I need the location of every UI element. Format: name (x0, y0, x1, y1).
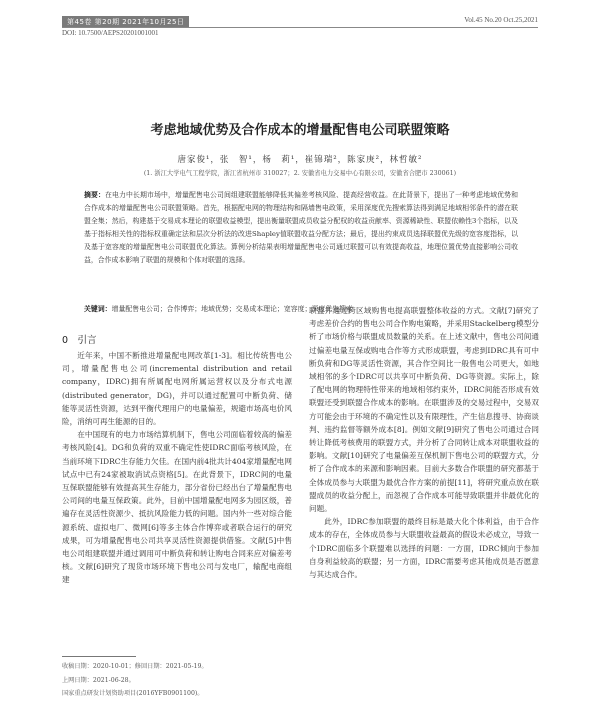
author-list: 唐家俊¹，张 智¹，杨 莉¹，崔锦瑞²，陈家庚²，林哲敏² (177, 155, 423, 165)
footnotes (62, 660, 208, 701)
journal-volume-info: Vol.45 No.20 Oct.25,2021 (464, 16, 538, 24)
footnote-divider (62, 656, 136, 657)
affiliation: (1. 浙江大学电气工程学院，浙江省杭州市 310027；2. 安徽省电力交易中心有限公司，安徽省合肥市 230061) (143, 170, 457, 177)
paper-title: 考虑地域优势及合作成本的增量配售电公司联盟策略 (150, 123, 450, 138)
intro-paragraph-3: 联盟并通过跨区域购售电提高联盟整体收益的方式。文献[7]研究了考虑差价合约的售电公司合作购电策略，并采用Stackelberg模型分析了市场价格与联盟成员数量的关系。在上述文献中，售电公司间通过偏差电量互保或购电合作等方式形成联盟，考虑到IDRC具有可中断负荷和DG等灵活性资源，其合作空间比一般售电公司更大，如地域相邻的多个IDRC可以共享可中断负荷、DG等资源。实际上，除了配电网的物理特性带来的地域相邻约束外，IDRC间能否形成有效联盟还受到联盟合作成本的影响。在联盟涉及的交易过程中，交易双方可能会由于环境的不确定性以及有限理性，产生信息搜寻、协商谈判、违约监督等额外成本[8]。例如文献[9]研究了售电公司通过合同转让降低考核费用的联盟方式，并分析了合同转让成本对联盟收益的影响。文献[10]研究了电量偏差互保机制下售电公司的联盟方式，分析了合作成本的来源和影响因素。目前大多数合作联盟的研究都基于全体成员参与大联盟为最优合作方案的前提[11]，将研究重点放在联盟成员的收益分配上，而忽视了合作成本可能导致联盟并非最优化的问题。 (309, 306, 539, 514)
journal-issue-badge: 第45卷 第20期 2021年10月25日 (62, 16, 189, 28)
section-heading-intro: 0 引言 (62, 335, 97, 346)
abstract-label: 摘要： (84, 191, 106, 199)
intro-paragraph-1: 近年来，中国不断推进增量配电网改革[1-3]。相比传统售电公司，增量配售电公司(incremental distribution and retail company，IDRC)拥有所属配电网所属运营权以及分布式电源(distributed generator，DG)，并可以通过配置可中断负荷、储能等灵活性资源，达到平衡代理用户的电量偏差，规避市场高电价风险，消纳可再生能源的目的。 (62, 351, 292, 427)
keywords-label: 关键词： (84, 305, 112, 313)
keywords-text: 增量配售电公司；合作博弈；地域优势；交易成本理论；宽容度；深度优先搜索 (111, 305, 353, 313)
header-divider (62, 27, 538, 28)
left-column (62, 349, 292, 587)
footnote-received: 收稿日期：2020-10-01；修回日期：2021-05-19。 (62, 663, 208, 670)
intro-paragraph-4: 此外，IDRC参加联盟的最终目标是最大化个体利益，由于合作成本的存在，全体成员参与大联盟收益最高的假设未必成立，导致一个IDRC面临多个联盟难以选择的问题：一方面，IDRC倾向于参加自身利益较高的联盟；另一方面，IDRC需要考虑其他成员是否愿意与其达成合作。 (309, 517, 539, 580)
intro-paragraph-2: 在中国现有的电力市场结算机制下，售电公司面临着较高的偏差考核风险[4]。DG和负荷的双重不确定性使IDRC面临考核风险，在当前环境下IDRC生存能力欠佳。在国内前4批共计404家增量配电网试点中已有24家被取消试点资格[5]。在此背景下，IDRC间的电量互保联盟能够有效提高其生存能力，部分省份已经出台了增量配售电公司间的电量互保政策。此外，目前中国增量配电网多为园区级，普遍存在灵活性资源少、抵抗风险能力低的问题。国内外一些对综合能源系统、虚拟电厂、微网[6]等多主体合作博弈或者联合运行的研究成果，可为增量配售电公司共享灵活性资源提供借鉴。文献[5]中售电公司组建联盟并通过调用可中断负荷和转让购电合同来应对偏差考核。文献[6]研究了现货市场环境下售电公司与发电厂，输配电商组建 (62, 430, 292, 585)
right-column (309, 304, 539, 581)
footnote-online: 上网日期：2021-06-28。 (62, 676, 135, 684)
abstract-text: 在电力中长期市场中，增量配售电公司间组建联盟能够降低其偏差考核风险、提高经营收益。在此背景下，提出了一种考虑地域优势和合作成本的增量配售电公司联盟策略。首先，根据配电网的物理结构和隔墙售电政策，采用深度优先搜索算法得到满足地域相邻条件的潜在联盟全集；然后，构建基于交易成本理论的联盟收益模型，提出衡量联盟成员收益分配权的收益贡献率、资源稀缺性、联盟依赖性3个指标，以及基于指标相关性的指标权重确定法和层次分析法的改进Shapley值联盟收益分配方法；最后，提出约束成员选择联盟优先级的宽容度指标，以及基于宽容度的增量配售电公司联盟优化算法。算例分析结果表明增量配售电公司通过联盟可以有效提高收益，地理位置优势直接影响公司收益，合作成本影响了联盟的规模和个体对联盟的选择。 (84, 191, 519, 264)
abstract-block (84, 189, 518, 266)
footnote-funding: 国家重点研发计划资助项目(2016YFB0901100)。 (62, 690, 204, 698)
doi-text[interactable]: DOI: 10.7500/AEPS20201001001 (62, 29, 159, 37)
